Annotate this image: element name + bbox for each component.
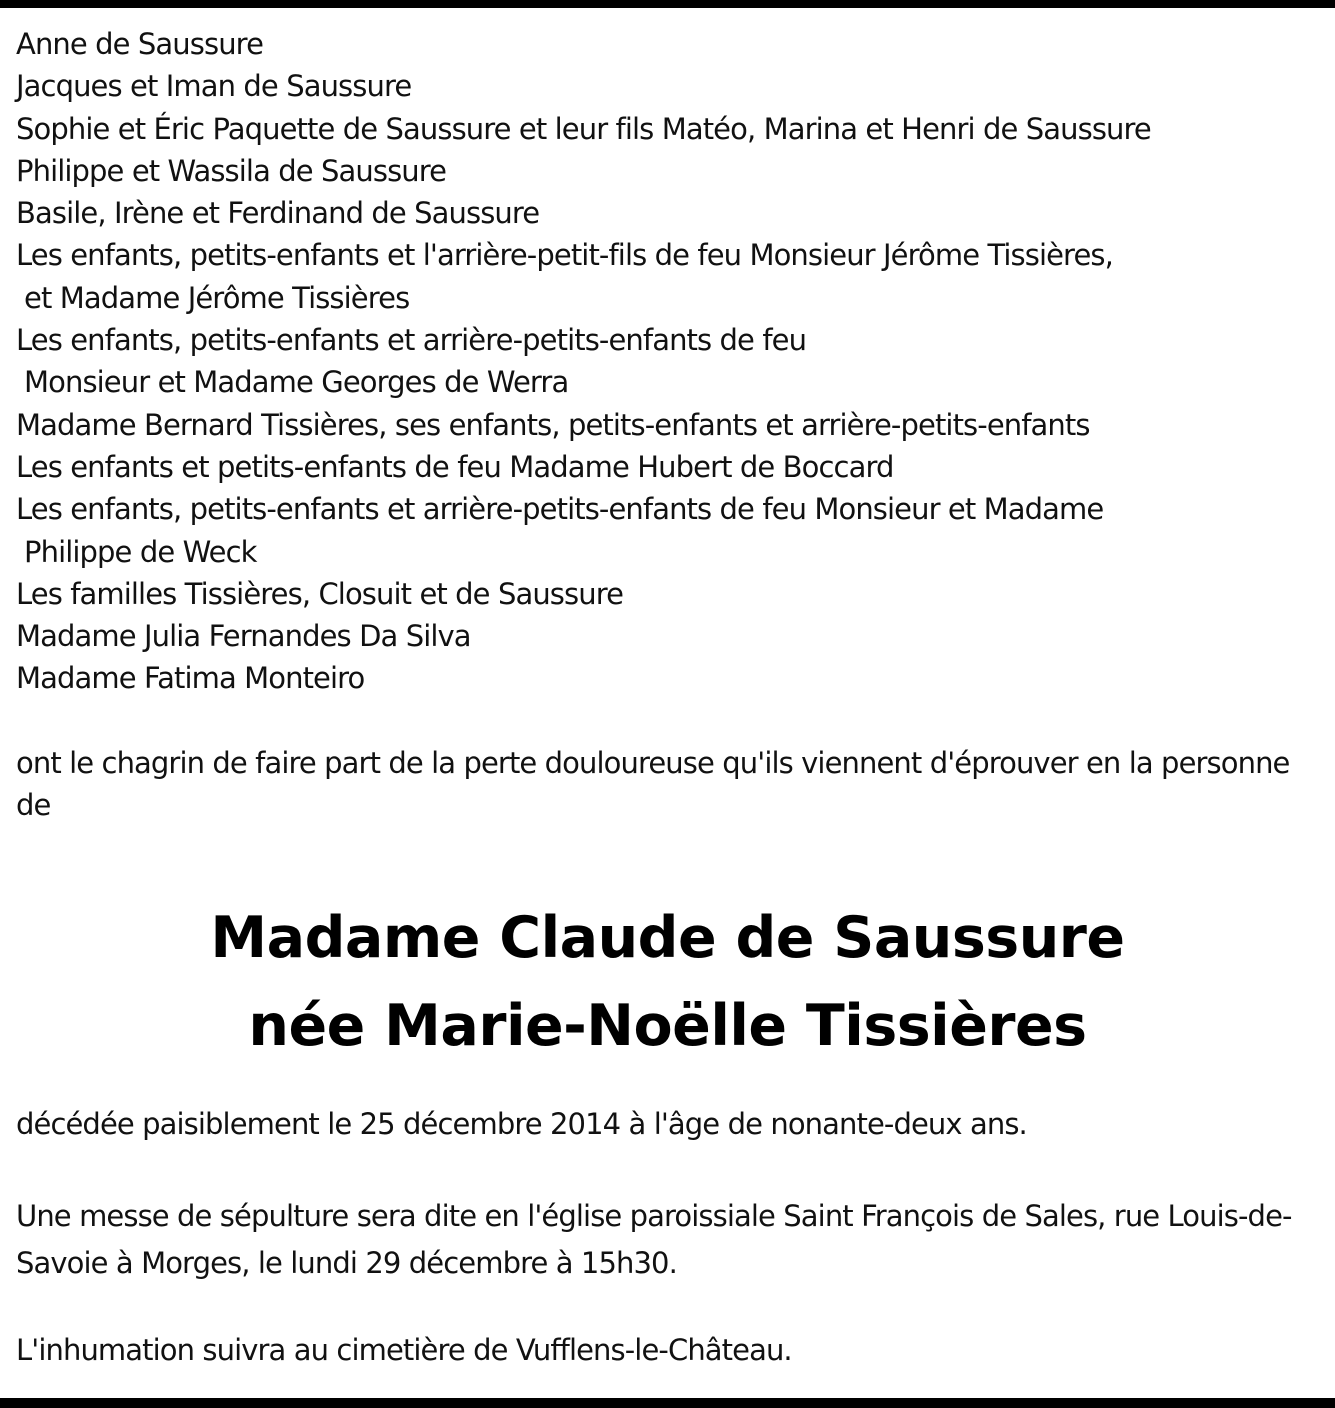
burial-paragraph: L'inhumation suivra au cimetière de Vufflens-le-Château. [16,1332,792,1367]
family-line: Les familles Tissières, Closuit et de Saussure [16,576,624,611]
family-line: Monsieur et Madame Georges de Werra [24,365,569,400]
intro-paragraph: ont le chagrin de faire part de la perte douloureuse qu'ils viennent d'éprouver en la personne de [16,745,1290,823]
family-line: Philippe et Wassila de Saussure [16,153,447,188]
obituary-notice [16,23,1321,1371]
family-line: Basile, Irène et Ferdinand de Saussure [16,196,540,231]
family-line: Les enfants, petits-enfants et arrière-petits-enfants de feu Monsieur et Madame [16,492,1104,527]
family-line: Jacques et Iman de Saussure [16,69,412,104]
family-line: Madame Fatima Monteiro [16,661,365,696]
family-line: Madame Julia Fernandes Da Silva [16,619,471,654]
family-line: Les enfants, petits-enfants et arrière-petits-enfants de feu [16,323,807,358]
deceased-name: Madame Claude de Saussure [210,905,1125,972]
family-line: Les enfants et petits-enfants de feu Madame Hubert de Boccard [16,449,894,484]
family-line: Philippe de Weck [24,534,257,569]
funeral-paragraph: Une messe de sépulture sera dite en l'église paroissiale Saint François de Sales, rue Louis-de-Savoie à Morges, le lundi 29 décembre à 15h30. [16,1198,1292,1280]
family-line: et Madame Jérôme Tissières [24,280,410,315]
death-info-paragraph: décédée paisiblement le 25 décembre 2014 à l'âge de nonante-deux ans. [16,1107,1027,1142]
family-list [16,23,1321,700]
family-line: Sophie et Éric Paquette de Saussure et leur fils Matéo, Marina et Henri de Saussure [16,111,1151,146]
family-line: Anne de Saussure [16,27,264,61]
family-line: Madame Bernard Tissières, ses enfants, petits-enfants et arrière-petits-enfants [16,407,1090,442]
deceased-maiden-name: née Marie-Noëlle Tissières [248,993,1087,1060]
top-border-rule [0,0,1335,8]
bottom-border-rule [0,1398,1335,1408]
deceased-name-block [0,894,1335,1070]
family-line: Les enfants, petits-enfants et l'arrière-petit-fils de feu Monsieur Jérôme Tissières, [16,238,1113,273]
